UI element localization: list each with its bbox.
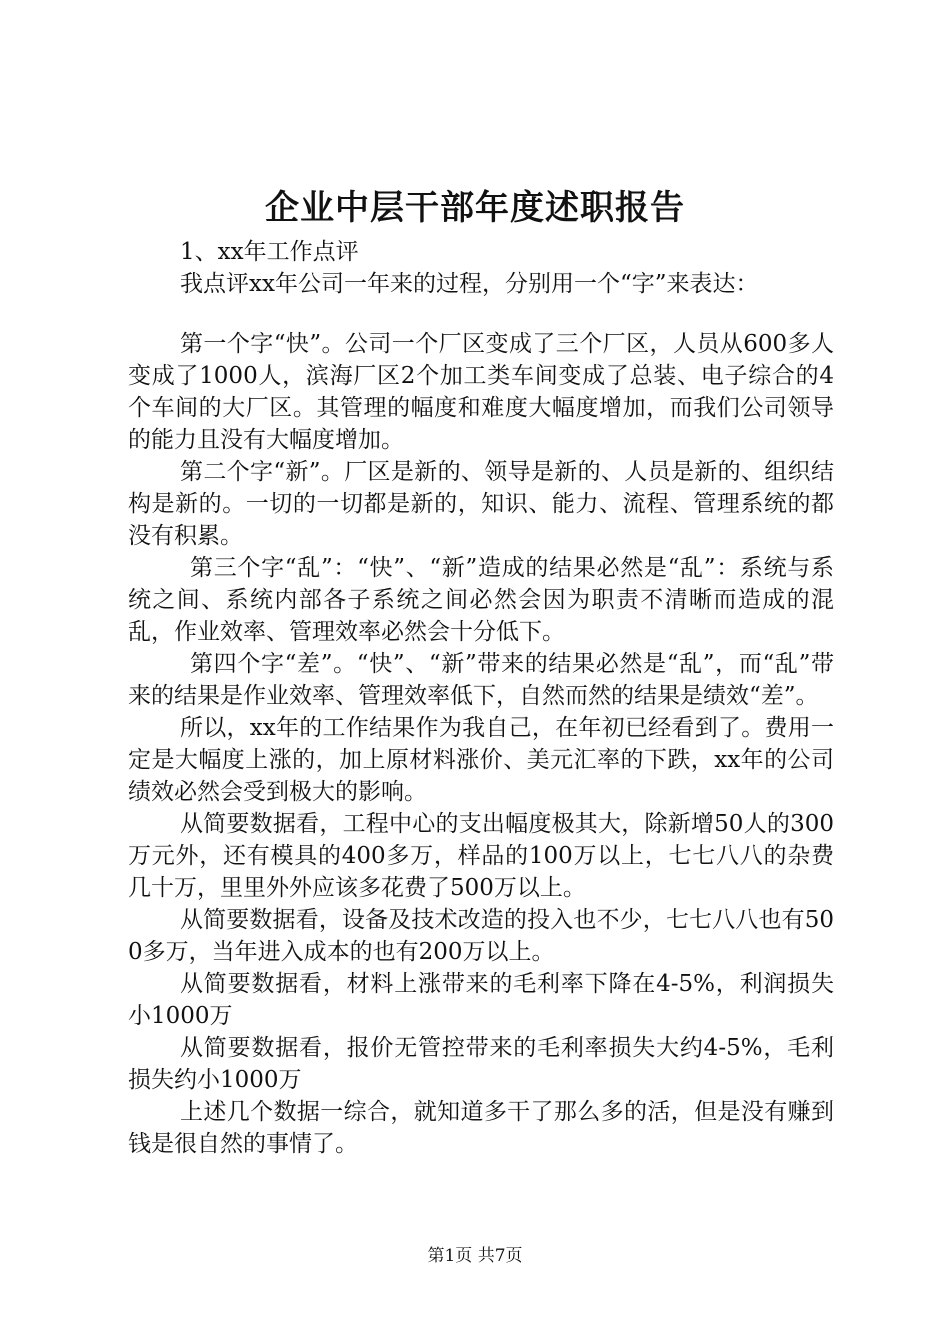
paragraph-data-equipment: 从简要数据看，设备及技术改造的投入也不少，七七八八也有500多万，当年进入成本的也有200万以上。 xyxy=(128,907,834,965)
paragraph-data-materials: 从简要数据看，材料上涨带来的毛利率下降在4-5%，利润损失小1000万 xyxy=(128,971,834,1029)
paragraph-first-word: 第一个字“快”。公司一个厂区变成了三个厂区，人员从600多人变成了1000人，滨海厂区2个加工类车间变成了总装、电子综合的4个车间的大厂区。其管理的幅度和难度大幅度增加，而我们公司领导的能力且没有大幅度增加。 xyxy=(128,331,834,453)
page-number: 第1页 共7页 xyxy=(427,1246,523,1266)
paragraph-summary: 上述几个数据一综合，就知道多干了那么多的活，但是没有赚到钱是很自然的事情了。 xyxy=(128,1099,834,1157)
document-title: 企业中层干部年度述职报告 xyxy=(265,188,685,228)
paragraph-conclusion: 所以，xx年的工作结果作为我自己，在年初已经看到了。费用一定是大幅度上涨的，加上原材料涨价、美元汇率的下跌，xx年的公司绩效必然会受到极大的影响。 xyxy=(128,715,834,805)
paragraph-data-engineering: 从简要数据看，工程中心的支出幅度极其大，除新增50人的300万元外，还有模具的400多万，样品的100万以上，七七八八的杂费几十万，里里外外应该多花费了500万以上。 xyxy=(128,811,834,901)
paragraph-second-word: 第二个字“新”。厂区是新的、领导是新的、人员是新的、组织结构是新的。一切的一切都是新的，知识、能力、流程、管理系统的都没有积累。 xyxy=(128,459,834,549)
paragraph-section-heading: 1、xx年工作点评 xyxy=(180,239,359,265)
paragraph-third-word: 第三个字“乱”：“快”、“新”造成的结果必然是“乱”：系统与系统之间、系统内部各子系统之间必然会因为职责不清晰而造成的混乱，作业效率、管理效率必然会十分低下。 xyxy=(128,555,834,645)
document-body xyxy=(128,236,834,1160)
paragraph-fourth-word: 第四个字“差”。“快”、“新”带来的结果必然是“乱”，而“乱”带来的结果是作业效率、管理效率低下，自然而然的结果是绩效“差”。 xyxy=(128,651,834,709)
paragraph-data-pricing: 从简要数据看，报价无管控带来的毛利率损失大约4-5%，毛利损失约小1000万 xyxy=(128,1035,834,1093)
paragraph-intro: 我点评xx年公司一年来的过程，分别用一个“字”来表达： xyxy=(180,271,759,297)
